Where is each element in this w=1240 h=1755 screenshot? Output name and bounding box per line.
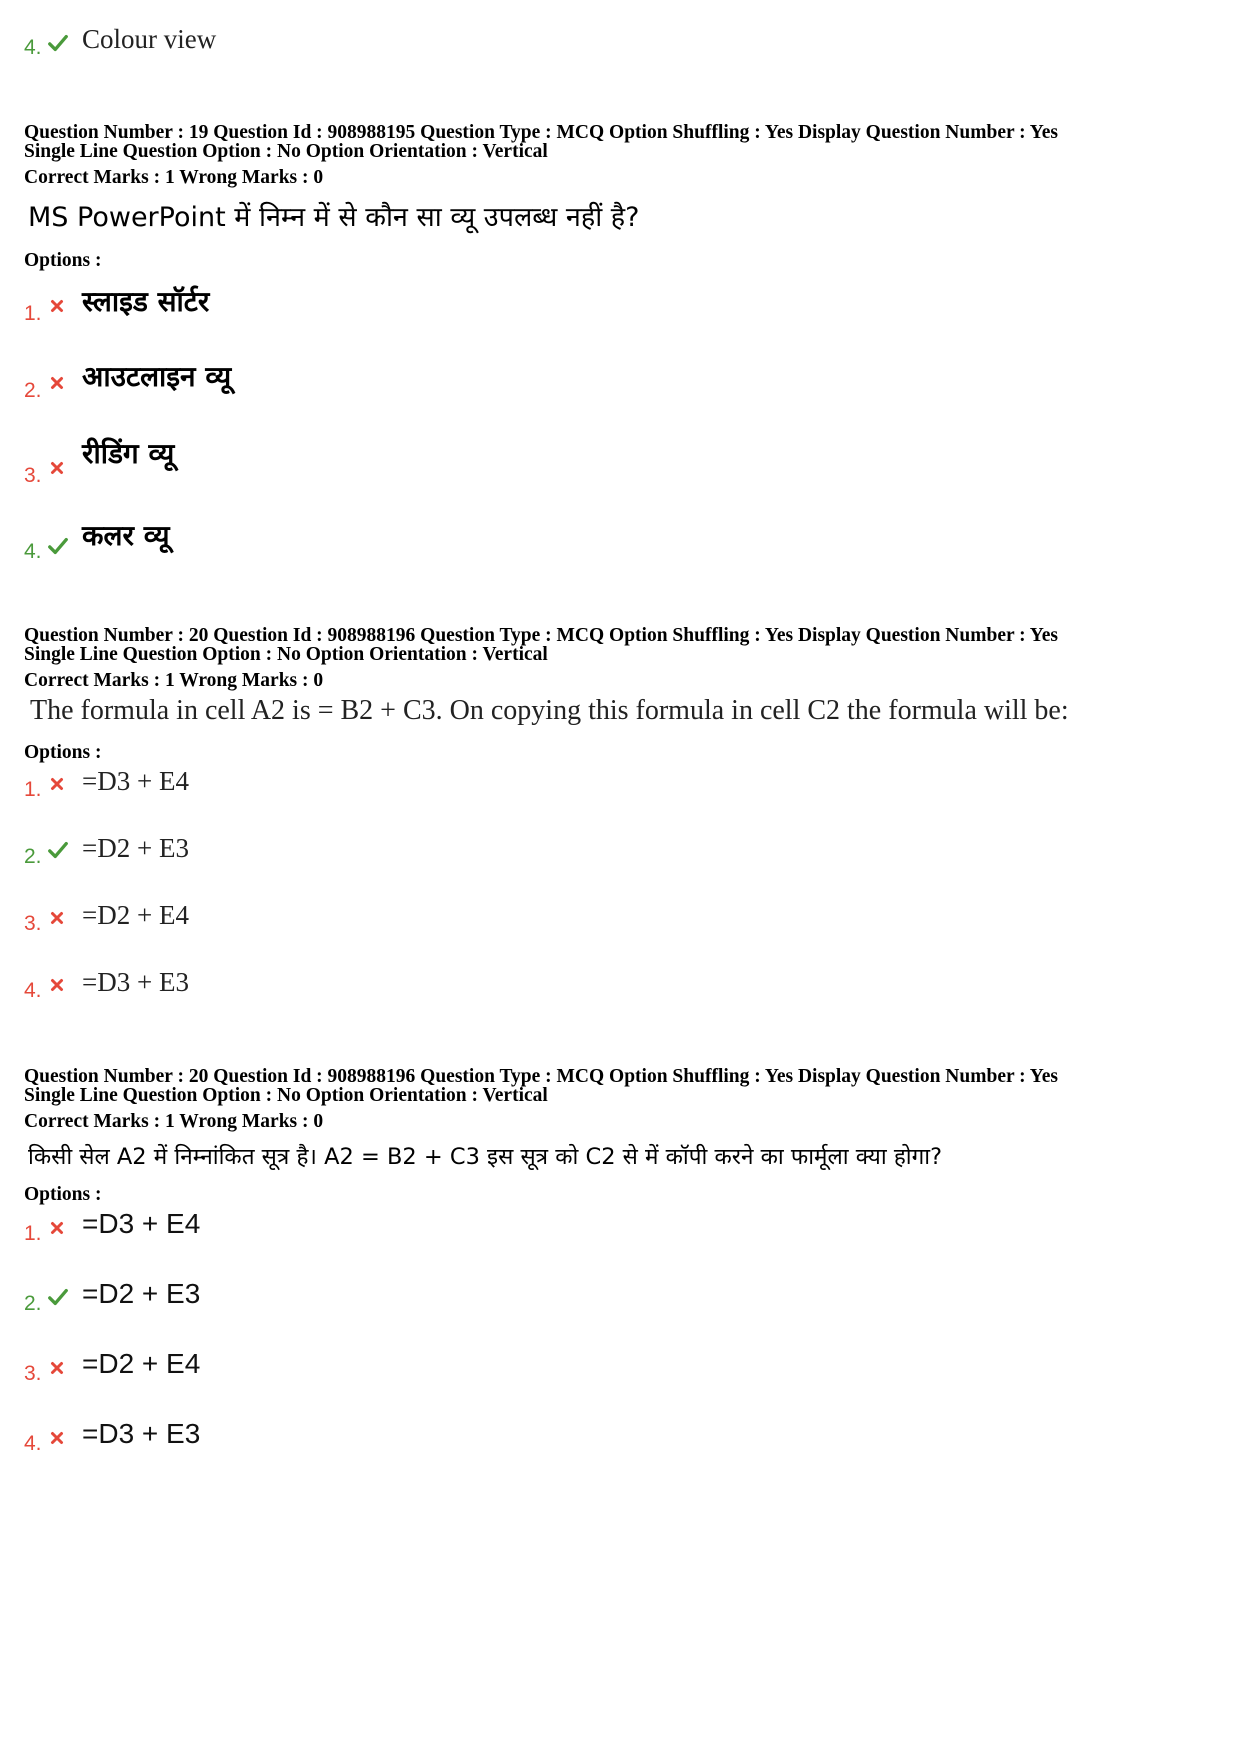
wrong-cross-icon [48,775,66,793]
wrong-cross-icon [48,1429,66,1447]
question-marks: Correct Marks : 1 Wrong Marks : 0 [24,167,324,188]
wrong-cross-icon [48,459,66,477]
option-text: आउटलाइन व्यू [82,360,232,393]
options-label: Options : [24,250,102,271]
wrong-cross-icon [48,976,66,994]
option-text: =D2 + E4 [82,900,189,930]
options-label: Options : [24,742,102,763]
option-text: =D2 + E3 [82,1278,201,1309]
option-text: =D3 + E3 [82,1418,201,1449]
option-text: =D3 + E4 [82,1208,201,1239]
option-number: 2. [24,1292,42,1315]
question-marks: Correct Marks : 1 Wrong Marks : 0 [24,1111,324,1132]
option-number: 4. [24,36,42,59]
correct-check-icon [47,839,69,861]
question-meta-line-2: Single Line Question Option : No Option Orientation : Vertical [24,644,548,665]
option-number: 3. [24,464,42,487]
question-text: किसी सेल A2 में निम्नांकित सूत्र है। A2 = B2 + C3 इस सूत्र को C2 से में कॉपी करने का फार्मूला क्या होगा? [28,1144,943,1170]
option-text: रीडिंग व्यू [82,437,175,470]
wrong-cross-icon [48,909,66,927]
options-label: Options : [24,1184,102,1205]
option-number: 3. [24,912,42,935]
correct-check-icon [47,535,69,557]
option-number: 3. [24,1362,42,1385]
option-number: 4. [24,540,42,563]
correct-check-icon [47,32,69,54]
question-meta-line-2: Single Line Question Option : No Option Orientation : Vertical [24,141,548,162]
question-meta-line-1: Question Number : 20 Question Id : 908988196 Question Type : MCQ Option Shuffling : Yes Display Question Number : Yes [24,625,1058,646]
option-text: =D2 + E3 [82,833,189,863]
wrong-cross-icon [48,1359,66,1377]
wrong-cross-icon [48,1219,66,1237]
correct-check-icon [47,1286,69,1308]
question-meta-line-1: Question Number : 20 Question Id : 908988196 Question Type : MCQ Option Shuffling : Yes Display Question Number : Yes [24,1066,1058,1087]
option-number: 2. [24,845,42,868]
question-marks: Correct Marks : 1 Wrong Marks : 0 [24,670,324,691]
option-number: 1. [24,302,42,325]
option-text: कलर व्यू [82,519,170,552]
question-text: The formula in cell A2 is = B2 + C3. On copying this formula in cell C2 the formula will be: [30,695,1069,726]
option-number: 2. [24,379,42,402]
question-meta-line-2: Single Line Question Option : No Option Orientation : Vertical [24,1085,548,1106]
option-number: 4. [24,979,42,1002]
option-text: =D3 + E3 [82,967,189,997]
option-text: =D3 + E4 [82,766,189,796]
question-text: MS PowerPoint में निम्न में से कौन सा व्यू उपलब्ध नहीं है? [28,202,640,233]
wrong-cross-icon [48,297,66,315]
option-number: 1. [24,1222,42,1245]
option-text: =D2 + E4 [82,1348,201,1379]
option-text: स्लाइड सॉर्टर [82,285,210,318]
option-number: 1. [24,778,42,801]
wrong-cross-icon [48,374,66,392]
option-number: 4. [24,1432,42,1455]
option-text: Colour view [82,24,217,54]
question-meta-line-1: Question Number : 19 Question Id : 908988195 Question Type : MCQ Option Shuffling : Yes Display Question Number : Yes [24,122,1058,143]
